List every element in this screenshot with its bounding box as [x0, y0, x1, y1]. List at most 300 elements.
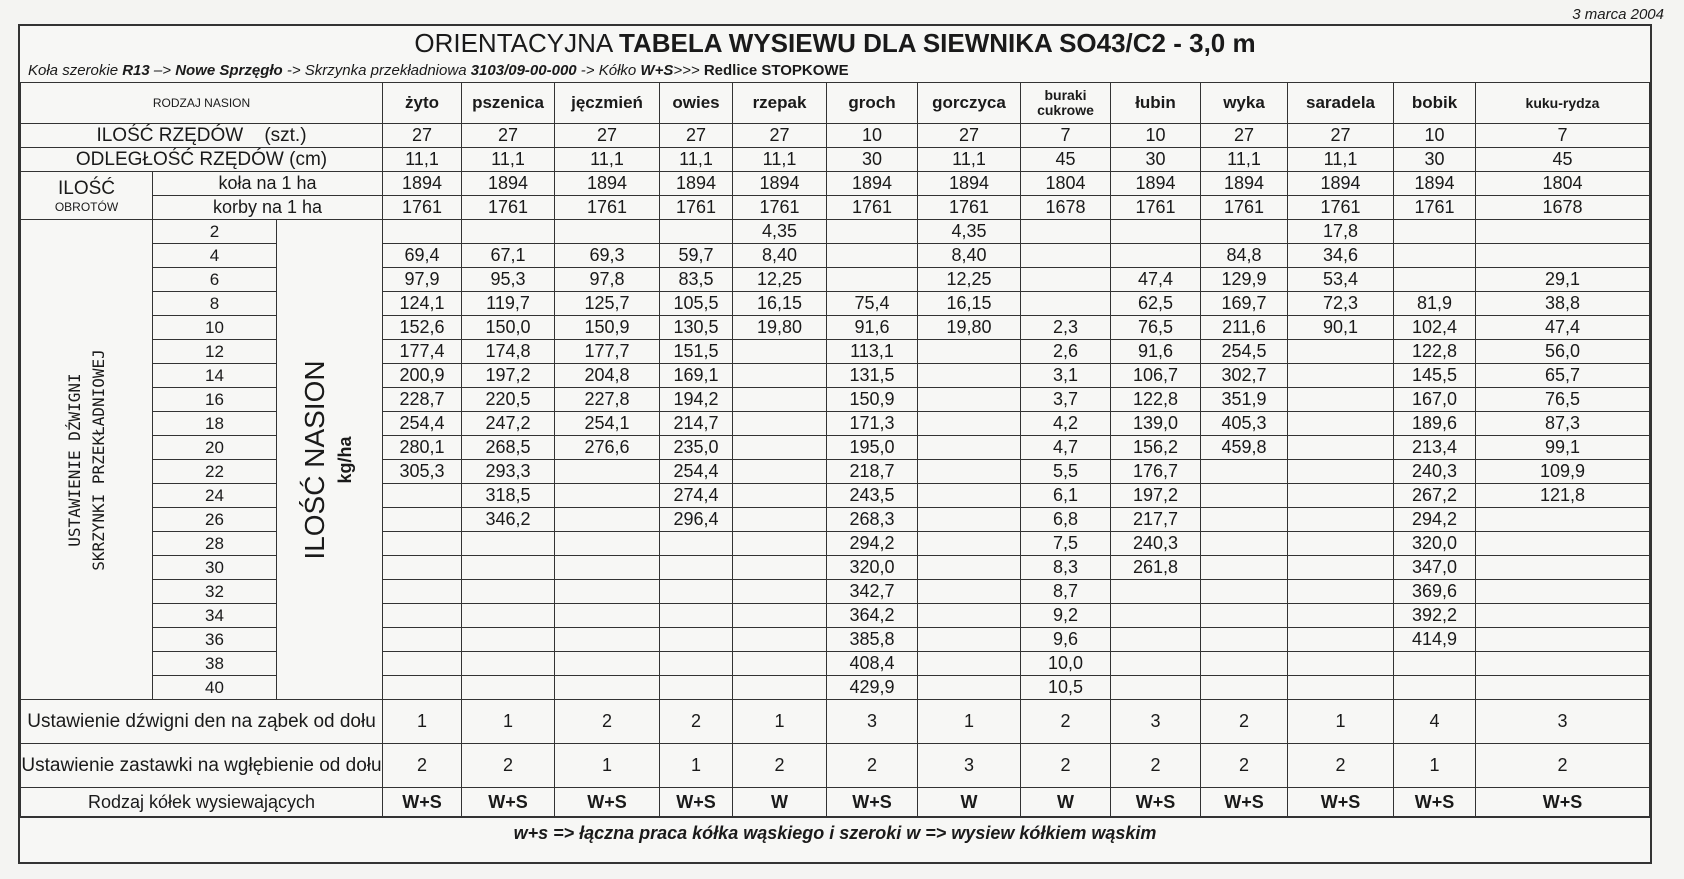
rows-count-value: 10 — [827, 124, 918, 148]
seed-rate-value — [918, 484, 1021, 508]
label-unit: kg/ha — [334, 435, 355, 484]
gear-setting: 6 — [153, 268, 277, 292]
seed-rate-value: 240,3 — [1394, 460, 1476, 484]
seed-rate-value: 90,1 — [1288, 316, 1394, 340]
seed-rate-value: 53,4 — [1288, 268, 1394, 292]
seed-rate-value — [555, 532, 660, 556]
legend-note: w+s => łączna praca kółka wąskiego i szeroki w => wysiew kółkiem wąskim — [20, 817, 1650, 848]
seed-rate-value: 29,1 — [1476, 268, 1650, 292]
wheel-rev-value: 1894 — [1201, 172, 1288, 196]
crank-rev-value: 1761 — [733, 196, 827, 220]
row-spacing-value: 11,1 — [733, 148, 827, 172]
seed-rate-value: 346,2 — [462, 508, 555, 532]
seed-rate-value — [1476, 532, 1650, 556]
seed-rate-value — [918, 580, 1021, 604]
seed-rate-value — [827, 268, 918, 292]
zastawka-value: 2 — [1021, 744, 1111, 788]
ilosc-obrotow-label — [21, 172, 153, 220]
wheel-rev-value: 1894 — [383, 172, 462, 196]
seed-rate-value — [1201, 508, 1288, 532]
zabek-label: Ustawienie dźwigni den na ząbek od dołu — [21, 700, 383, 744]
seed-rate-value — [660, 652, 733, 676]
kolka-value: W+S — [1288, 788, 1394, 817]
seed-rate-value — [555, 220, 660, 244]
seed-rate-value: 156,2 — [1111, 436, 1201, 460]
seed-rate-value: 414,9 — [1394, 628, 1476, 652]
subtitle-text: -> Kółko — [576, 62, 641, 79]
seed-rate-value: 122,8 — [1111, 388, 1201, 412]
gear-setting: 16 — [153, 388, 277, 412]
seed-rate-value — [733, 364, 827, 388]
gear-setting: 18 — [153, 412, 277, 436]
row-spacing-value: 30 — [1394, 148, 1476, 172]
zastawka-value: 1 — [555, 744, 660, 788]
gear-setting-row — [21, 508, 1650, 532]
seed-rate-value: 152,6 — [383, 316, 462, 340]
seed-rate-value — [1394, 244, 1476, 268]
rows-count-value: 27 — [555, 124, 660, 148]
label-text: ILOŚĆ NASION — [298, 359, 330, 560]
rows-count-value: 27 — [660, 124, 733, 148]
seed-rate-value: 247,2 — [462, 412, 555, 436]
seed-rate-value: 125,7 — [555, 292, 660, 316]
seed-rate-value — [1111, 652, 1201, 676]
seed-rate-value — [827, 220, 918, 244]
gear-setting-row — [21, 460, 1650, 484]
seed-rate-value: 72,3 — [1288, 292, 1394, 316]
seed-rate-value: 197,2 — [462, 364, 555, 388]
seed-rate-value — [1288, 556, 1394, 580]
seed-rate-value — [555, 508, 660, 532]
seed-name: pszenica — [462, 83, 555, 124]
seed-rate-value: 254,1 — [555, 412, 660, 436]
rows-count-value: 27 — [1201, 124, 1288, 148]
seed-rate-value: 12,25 — [918, 268, 1021, 292]
seed-rate-value: 296,4 — [660, 508, 733, 532]
seed-rate-value — [1476, 676, 1650, 700]
crank-rev-value: 1761 — [1111, 196, 1201, 220]
rows-count-value: 10 — [1111, 124, 1201, 148]
seed-rate-value — [1476, 580, 1650, 604]
seed-rate-value: 59,7 — [660, 244, 733, 268]
seed-rate-value: 305,3 — [383, 460, 462, 484]
seed-rate-value: 176,7 — [1111, 460, 1201, 484]
seed-rate-value — [1201, 556, 1288, 580]
row-spacing-value: 11,1 — [555, 148, 660, 172]
seed-rate-value — [555, 628, 660, 652]
seed-rate-value — [383, 508, 462, 532]
gear-setting-row — [21, 604, 1650, 628]
seed-rate-value: 69,3 — [555, 244, 660, 268]
seed-name: jęczmień — [555, 83, 660, 124]
seed-name: owies — [660, 83, 733, 124]
seed-rate-value: 220,5 — [462, 388, 555, 412]
seed-rate-value — [555, 652, 660, 676]
seed-rate-value: 130,5 — [660, 316, 733, 340]
seed-rate-value: 8,7 — [1021, 580, 1111, 604]
seed-rate-value: 145,5 — [1394, 364, 1476, 388]
kola-label: koła na 1 ha — [153, 172, 383, 196]
gear-setting: 22 — [153, 460, 277, 484]
seed-rate-value: 177,7 — [555, 340, 660, 364]
seed-rate-value: 150,9 — [555, 316, 660, 340]
seed-rate-value — [462, 676, 555, 700]
crank-rev-value: 1761 — [827, 196, 918, 220]
seed-name: rzepak — [733, 83, 827, 124]
seed-rate-value — [1288, 628, 1394, 652]
subtitle — [20, 60, 1650, 82]
zabek-value: 1 — [733, 700, 827, 744]
seed-rate-value — [383, 580, 462, 604]
seed-rate-value: 151,5 — [660, 340, 733, 364]
seed-rate-value — [918, 436, 1021, 460]
seed-rate-value: 10,0 — [1021, 652, 1111, 676]
gear-setting-row — [21, 340, 1650, 364]
seed-rate-value: 91,6 — [827, 316, 918, 340]
seed-rate-value: 150,9 — [827, 388, 918, 412]
gear-setting: 40 — [153, 676, 277, 700]
label-text: ILOŚĆ — [57, 177, 116, 199]
seed-rate-value: 320,0 — [827, 556, 918, 580]
seed-rate-value — [1111, 676, 1201, 700]
crank-rev-row — [21, 196, 1650, 220]
seed-rate-value — [1288, 412, 1394, 436]
seed-rate-value: 211,6 — [1201, 316, 1288, 340]
rows-count-value: 27 — [918, 124, 1021, 148]
seed-rate-value: 364,2 — [827, 604, 918, 628]
seed-rate-value: 318,5 — [462, 484, 555, 508]
subtitle-text: >>> — [673, 62, 704, 79]
gear-setting-row — [21, 244, 1650, 268]
kolka-row — [21, 788, 1650, 817]
wheel-rev-value: 1894 — [1288, 172, 1394, 196]
gear-setting: 32 — [153, 580, 277, 604]
seed-name: kuku-rydza — [1476, 83, 1650, 124]
sowing-table-frame — [18, 24, 1652, 864]
seed-rate-value — [1201, 460, 1288, 484]
seed-rate-value: 75,4 — [827, 292, 918, 316]
wheel-rev-value: 1894 — [462, 172, 555, 196]
zabek-value: 1 — [1288, 700, 1394, 744]
seed-rate-value: 254,5 — [1201, 340, 1288, 364]
seed-rate-value — [383, 604, 462, 628]
seed-rate-value — [733, 412, 827, 436]
sowing-table — [20, 82, 1650, 817]
zastawka-label: Ustawienie zastawki na wgłębienie od dołu — [21, 744, 383, 788]
seed-rate-value — [555, 580, 660, 604]
gear-setting-row — [21, 364, 1650, 388]
crank-rev-value: 1678 — [1476, 196, 1650, 220]
seed-rate-value: 194,2 — [660, 388, 733, 412]
seed-header-row — [21, 83, 1650, 124]
seed-amount-text — [300, 360, 360, 559]
row-spacing-row — [21, 148, 1650, 172]
wheel-rev-value: 1894 — [918, 172, 1021, 196]
seed-rate-value — [555, 460, 660, 484]
seed-rate-value: 405,3 — [1201, 412, 1288, 436]
gear-setting: 26 — [153, 508, 277, 532]
seed-rate-value: 217,7 — [1111, 508, 1201, 532]
rows-count-value: 27 — [1288, 124, 1394, 148]
seed-rate-value: 76,5 — [1111, 316, 1201, 340]
subtitle-bold: R13 — [122, 62, 150, 79]
kolka-value: W+S — [1476, 788, 1650, 817]
seed-rate-value: 67,1 — [462, 244, 555, 268]
seed-rate-value — [555, 676, 660, 700]
seed-rate-value — [1394, 652, 1476, 676]
zabek-value: 3 — [1476, 700, 1650, 744]
seed-rate-value — [1476, 220, 1650, 244]
wheel-rev-value: 1804 — [1021, 172, 1111, 196]
gear-setting-row — [21, 652, 1650, 676]
seed-rate-value — [555, 604, 660, 628]
seed-rate-value: 65,7 — [1476, 364, 1650, 388]
seed-rate-value — [555, 484, 660, 508]
rows-count-row — [21, 124, 1650, 148]
seed-rate-value: 280,1 — [383, 436, 462, 460]
seed-rate-value — [918, 628, 1021, 652]
korby-label: korby na 1 ha — [153, 196, 383, 220]
gear-setting-row — [21, 268, 1650, 292]
seed-rate-value — [733, 580, 827, 604]
seed-rate-value — [1288, 532, 1394, 556]
seed-rate-value — [1288, 604, 1394, 628]
seed-rate-value: 12,25 — [733, 268, 827, 292]
seed-rate-value — [733, 460, 827, 484]
kolka-value: W — [1021, 788, 1111, 817]
seed-rate-value — [1476, 556, 1650, 580]
seed-rate-value — [1288, 436, 1394, 460]
seed-rate-value: 121,8 — [1476, 484, 1650, 508]
gear-setting: 10 — [153, 316, 277, 340]
seed-rate-value: 76,5 — [1476, 388, 1650, 412]
seed-rate-value — [660, 580, 733, 604]
seed-rate-value — [383, 532, 462, 556]
kolka-value: W — [918, 788, 1021, 817]
seed-rate-value — [733, 556, 827, 580]
seed-rate-value: 8,40 — [918, 244, 1021, 268]
row-spacing-value: 30 — [1111, 148, 1201, 172]
seed-rate-value — [1021, 292, 1111, 316]
seed-rate-value: 8,3 — [1021, 556, 1111, 580]
crank-rev-value: 1761 — [1288, 196, 1394, 220]
seed-rate-value: 169,7 — [1201, 292, 1288, 316]
seed-rate-value — [1288, 580, 1394, 604]
seed-rate-value — [1288, 340, 1394, 364]
wheel-rev-row — [21, 172, 1650, 196]
crank-rev-value: 1761 — [918, 196, 1021, 220]
seed-rate-value: 294,2 — [827, 532, 918, 556]
gear-setting-row — [21, 412, 1650, 436]
seed-rate-value — [1201, 652, 1288, 676]
seed-rate-value: 99,1 — [1476, 436, 1650, 460]
seed-rate-value — [1476, 652, 1650, 676]
seed-rate-value: 81,9 — [1394, 292, 1476, 316]
seed-rate-value: 87,3 — [1476, 412, 1650, 436]
row-spacing-value: 11,1 — [462, 148, 555, 172]
seed-rate-value — [918, 532, 1021, 556]
seed-rate-value: 369,6 — [1394, 580, 1476, 604]
seed-rate-value — [1394, 220, 1476, 244]
seed-rate-value: 2,6 — [1021, 340, 1111, 364]
seed-rate-value — [733, 652, 827, 676]
crank-rev-value: 1761 — [462, 196, 555, 220]
crank-rev-value: 1761 — [383, 196, 462, 220]
wheel-rev-value: 1894 — [733, 172, 827, 196]
seed-rate-value: 34,6 — [1288, 244, 1394, 268]
seed-rate-value: 97,8 — [555, 268, 660, 292]
seed-name: wyka — [1201, 83, 1288, 124]
rodzaj-nasion-label: RODZAJ NASION — [21, 83, 383, 124]
gear-lever-label — [21, 220, 153, 700]
title-bold: TABELA WYSIEWU DLA SIEWNIKA SO43/C2 - 3,0 m — [619, 28, 1256, 58]
zabek-row — [21, 700, 1650, 744]
seed-rate-value: 268,3 — [827, 508, 918, 532]
zastawka-value: 1 — [1394, 744, 1476, 788]
seed-rate-value: 302,7 — [1201, 364, 1288, 388]
seed-rate-value — [660, 532, 733, 556]
gear-setting-row — [21, 220, 1650, 244]
zabek-value: 3 — [827, 700, 918, 744]
seed-rate-value: 254,4 — [383, 412, 462, 436]
label-text: SKRZYNKI PRZEKŁADNIOWEJ — [88, 348, 108, 571]
seed-rate-value — [733, 676, 827, 700]
page-title — [20, 26, 1650, 60]
gear-setting: 36 — [153, 628, 277, 652]
zastawka-value: 2 — [1476, 744, 1650, 788]
seed-rate-value — [383, 676, 462, 700]
seed-rate-value — [1394, 676, 1476, 700]
seed-rate-value: 83,5 — [660, 268, 733, 292]
gear-setting: 20 — [153, 436, 277, 460]
seed-rate-value: 392,2 — [1394, 604, 1476, 628]
seed-rate-value — [733, 604, 827, 628]
seed-rate-value: 204,8 — [555, 364, 660, 388]
subtitle-text: –> — [149, 62, 176, 79]
seed-rate-value: 267,2 — [1394, 484, 1476, 508]
seed-rate-value — [918, 676, 1021, 700]
seed-rate-value: 167,0 — [1394, 388, 1476, 412]
seed-rate-value: 227,8 — [555, 388, 660, 412]
seed-rate-value: 19,80 — [918, 316, 1021, 340]
seed-rate-value — [555, 556, 660, 580]
seed-rate-value: 16,15 — [733, 292, 827, 316]
seed-rate-value — [462, 556, 555, 580]
seed-rate-value — [1111, 604, 1201, 628]
gear-setting-row — [21, 436, 1650, 460]
seed-rate-value — [383, 628, 462, 652]
seed-rate-value — [733, 628, 827, 652]
seed-rate-value — [462, 652, 555, 676]
seed-rate-value: 150,0 — [462, 316, 555, 340]
seed-rate-value — [1288, 388, 1394, 412]
seed-rate-value — [1288, 652, 1394, 676]
seed-rate-value: 122,8 — [1394, 340, 1476, 364]
gear-setting: 14 — [153, 364, 277, 388]
seed-rate-value — [733, 388, 827, 412]
seed-rate-value — [918, 556, 1021, 580]
seed-rate-value — [1201, 628, 1288, 652]
gear-setting: 34 — [153, 604, 277, 628]
zastawka-value: 2 — [733, 744, 827, 788]
seed-rate-value: 320,0 — [1394, 532, 1476, 556]
seed-rate-value: 189,6 — [1394, 412, 1476, 436]
label-text: ILOŚĆ RZĘDÓW — [96, 124, 244, 146]
row-spacing-value: 11,1 — [660, 148, 733, 172]
zastawka-value: 3 — [918, 744, 1021, 788]
seed-rate-value: 195,0 — [827, 436, 918, 460]
seed-rate-value: 235,0 — [660, 436, 733, 460]
seed-rate-value — [918, 604, 1021, 628]
row-spacing-value: 11,1 — [383, 148, 462, 172]
seed-rate-value: 6,8 — [1021, 508, 1111, 532]
seed-rate-value — [733, 484, 827, 508]
gear-setting-row — [21, 628, 1650, 652]
seed-rate-value — [1476, 244, 1650, 268]
row-spacing-value: 11,1 — [1288, 148, 1394, 172]
seed-rate-value — [1021, 268, 1111, 292]
seed-rate-value: 274,4 — [660, 484, 733, 508]
seed-rate-value: 268,5 — [462, 436, 555, 460]
gear-setting-row — [21, 532, 1650, 556]
seed-rate-value: 139,0 — [1111, 412, 1201, 436]
gear-setting-row — [21, 484, 1650, 508]
wheel-rev-value: 1894 — [555, 172, 660, 196]
seed-rate-value: 177,4 — [383, 340, 462, 364]
seed-rate-value: 261,8 — [1111, 556, 1201, 580]
seed-rate-value — [462, 532, 555, 556]
seed-rate-value — [918, 340, 1021, 364]
seed-name: żyto — [383, 83, 462, 124]
odleglosc-label: ODLEGŁOŚĆ RZĘDÓW (cm) — [21, 148, 383, 172]
seed-rate-value: 8,40 — [733, 244, 827, 268]
zastawka-value: 2 — [1201, 744, 1288, 788]
subtitle-bold: W+S — [640, 62, 674, 79]
seed-rate-value — [1288, 364, 1394, 388]
zastawka-value: 1 — [660, 744, 733, 788]
seed-rate-value: 62,5 — [1111, 292, 1201, 316]
seed-rate-value: 240,3 — [1111, 532, 1201, 556]
seed-rate-value — [733, 532, 827, 556]
seed-rate-value: 2,3 — [1021, 316, 1111, 340]
kolka-value: W+S — [827, 788, 918, 817]
seed-rate-value — [462, 580, 555, 604]
seed-rate-value — [1201, 532, 1288, 556]
zabek-value: 1 — [918, 700, 1021, 744]
kolka-label: Rodzaj kółek wysiewających — [21, 788, 383, 817]
seed-rate-value — [1021, 244, 1111, 268]
gear-setting: 38 — [153, 652, 277, 676]
seed-rate-value: 69,4 — [383, 244, 462, 268]
seed-rate-value — [733, 340, 827, 364]
seed-rate-value — [660, 556, 733, 580]
zastawka-value: 2 — [462, 744, 555, 788]
seed-rate-value: 102,4 — [1394, 316, 1476, 340]
kolka-value: W — [733, 788, 827, 817]
seed-rate-value — [383, 484, 462, 508]
seed-rate-value: 385,8 — [827, 628, 918, 652]
wheel-rev-value: 1894 — [827, 172, 918, 196]
seed-name: groch — [827, 83, 918, 124]
seed-rate-value: 171,3 — [827, 412, 918, 436]
subtitle-text: -> Skrzynka przekładniowa — [282, 62, 471, 79]
seed-rate-value — [660, 628, 733, 652]
seed-rate-value — [1111, 220, 1201, 244]
seed-rate-value: 113,1 — [827, 340, 918, 364]
seed-rate-value: 105,5 — [660, 292, 733, 316]
zabek-value: 4 — [1394, 700, 1476, 744]
seed-rate-value: 342,7 — [827, 580, 918, 604]
